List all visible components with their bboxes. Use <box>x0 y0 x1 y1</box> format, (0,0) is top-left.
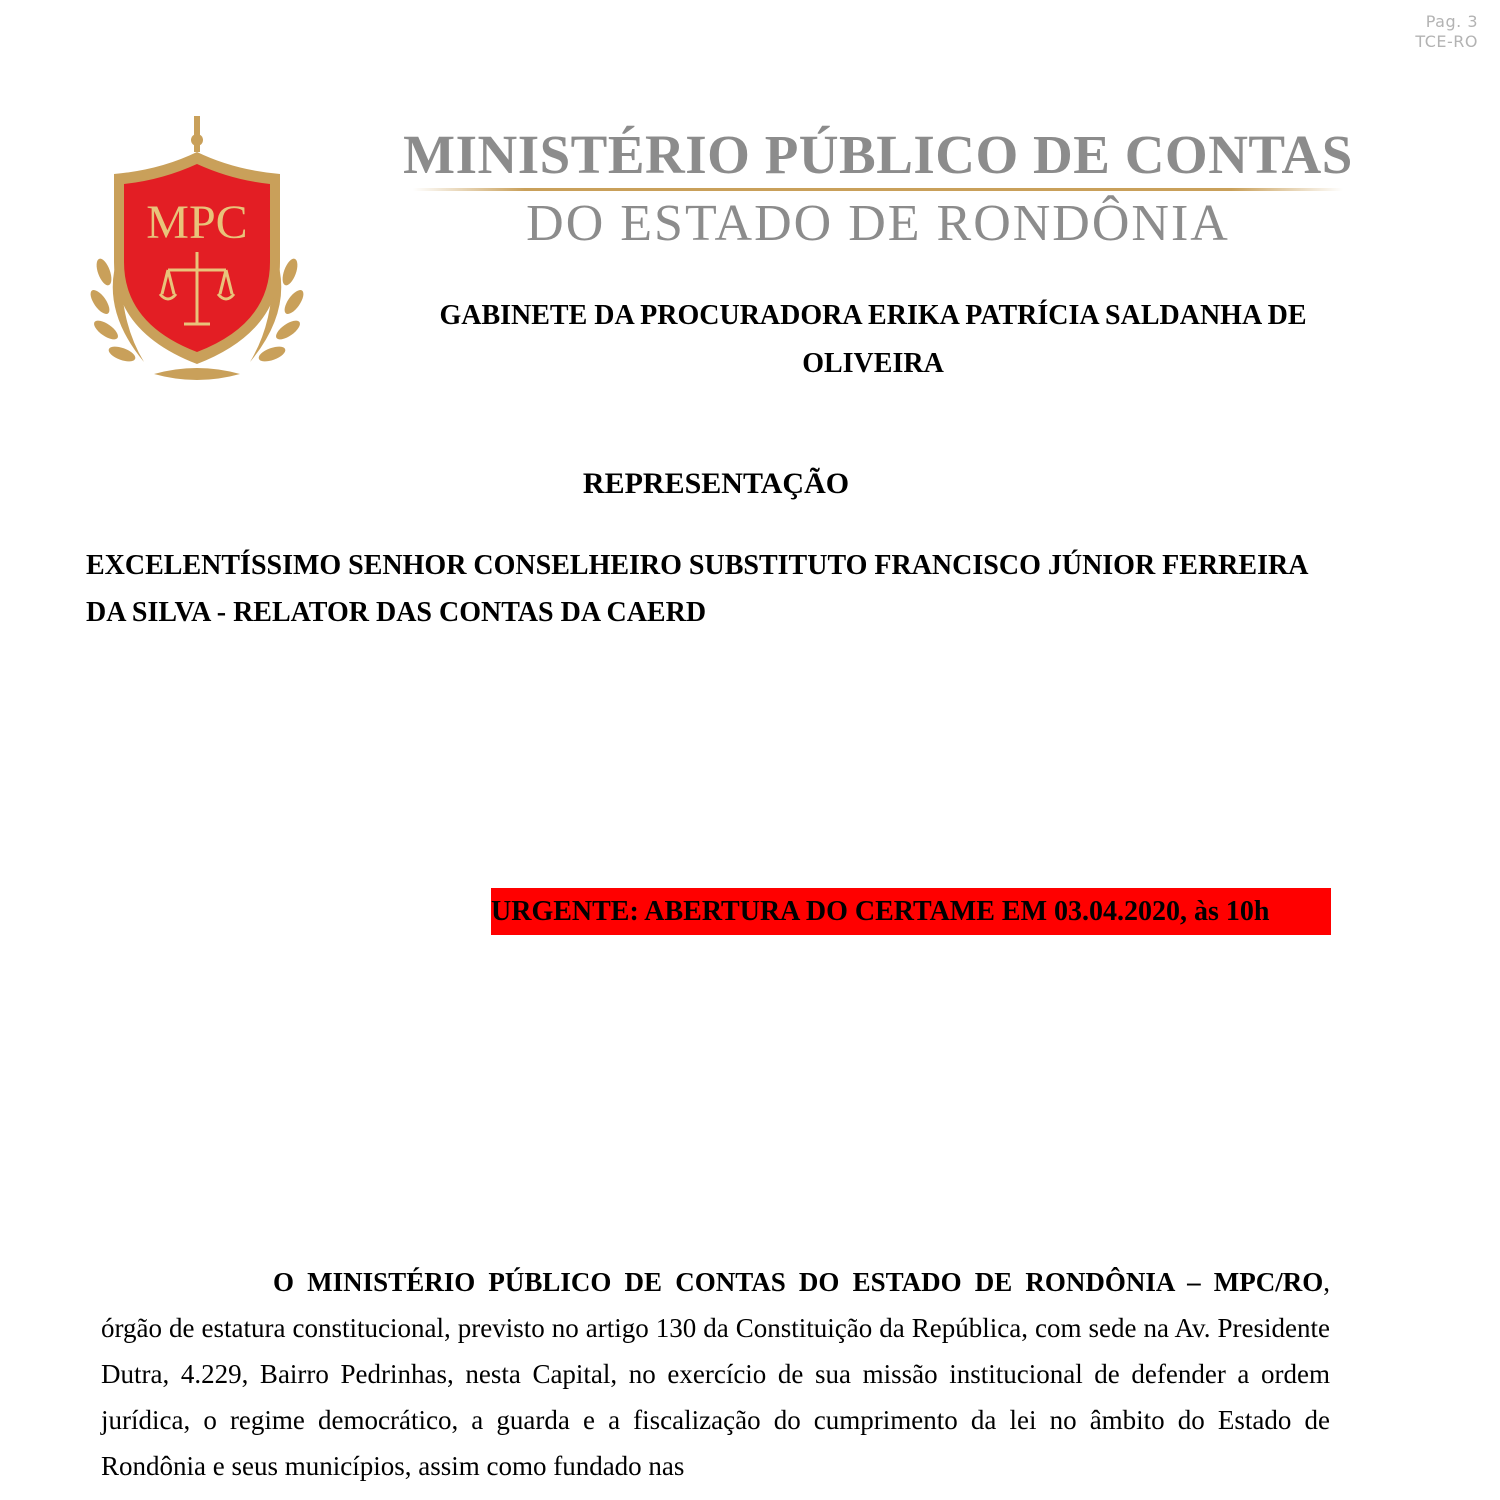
urgent-notice: URGENTE: ABERTURA DO CERTAME EM 03.04.2020, às 10h <box>491 888 1331 935</box>
cabinet-heading: GABINETE DA PROCURADORA ERIKA PATRÍCIA SALDANHA DE OLIVEIRA <box>439 300 1307 379</box>
org-title-line2: DO ESTADO DE RONDÔNIA <box>526 195 1230 252</box>
mpc-seal-logo <box>84 112 310 390</box>
org-title-line1: MINISTÉRIO PÚBLICO DE CONTAS <box>403 124 1353 185</box>
body-bold-lead: O MINISTÉRIO PÚBLICO DE CONTAS DO ESTADO DE RONDÔNIA – MPC/RO <box>273 1267 1324 1297</box>
stamp-org: TCE-RO <box>1415 32 1478 51</box>
page-number: Pag. 3 <box>1425 12 1478 31</box>
page-stamp <box>1415 12 1478 52</box>
addressee: EXCELENTÍSSIMO SENHOR CONSELHEIRO SUBSTITUTO FRANCISCO JÚNIOR FERREIRA DA SILVA - RELATOR DAS CONTAS DA CAERD <box>86 550 1307 628</box>
seal-text: MPC <box>146 196 248 249</box>
org-title <box>392 122 1364 257</box>
body-paragraph <box>101 1259 1330 1489</box>
document-type: REPRESENTAÇÃO <box>582 467 850 500</box>
body-text: , órgão de estatura constitucional, previsto no artigo 130 da Constituição da República, com sede na Av. Presidente Dutra, 4.229, Bairro Pedrinhas, nesta Capital, no exercício de sua missão institucional de defender a ordem jurídica, o regime democrático, a guarda e a fiscalização do cumprimento da lei no âmbito do Estado de Rondônia e seus municípios, assim como fundado nas <box>101 1267 1330 1481</box>
